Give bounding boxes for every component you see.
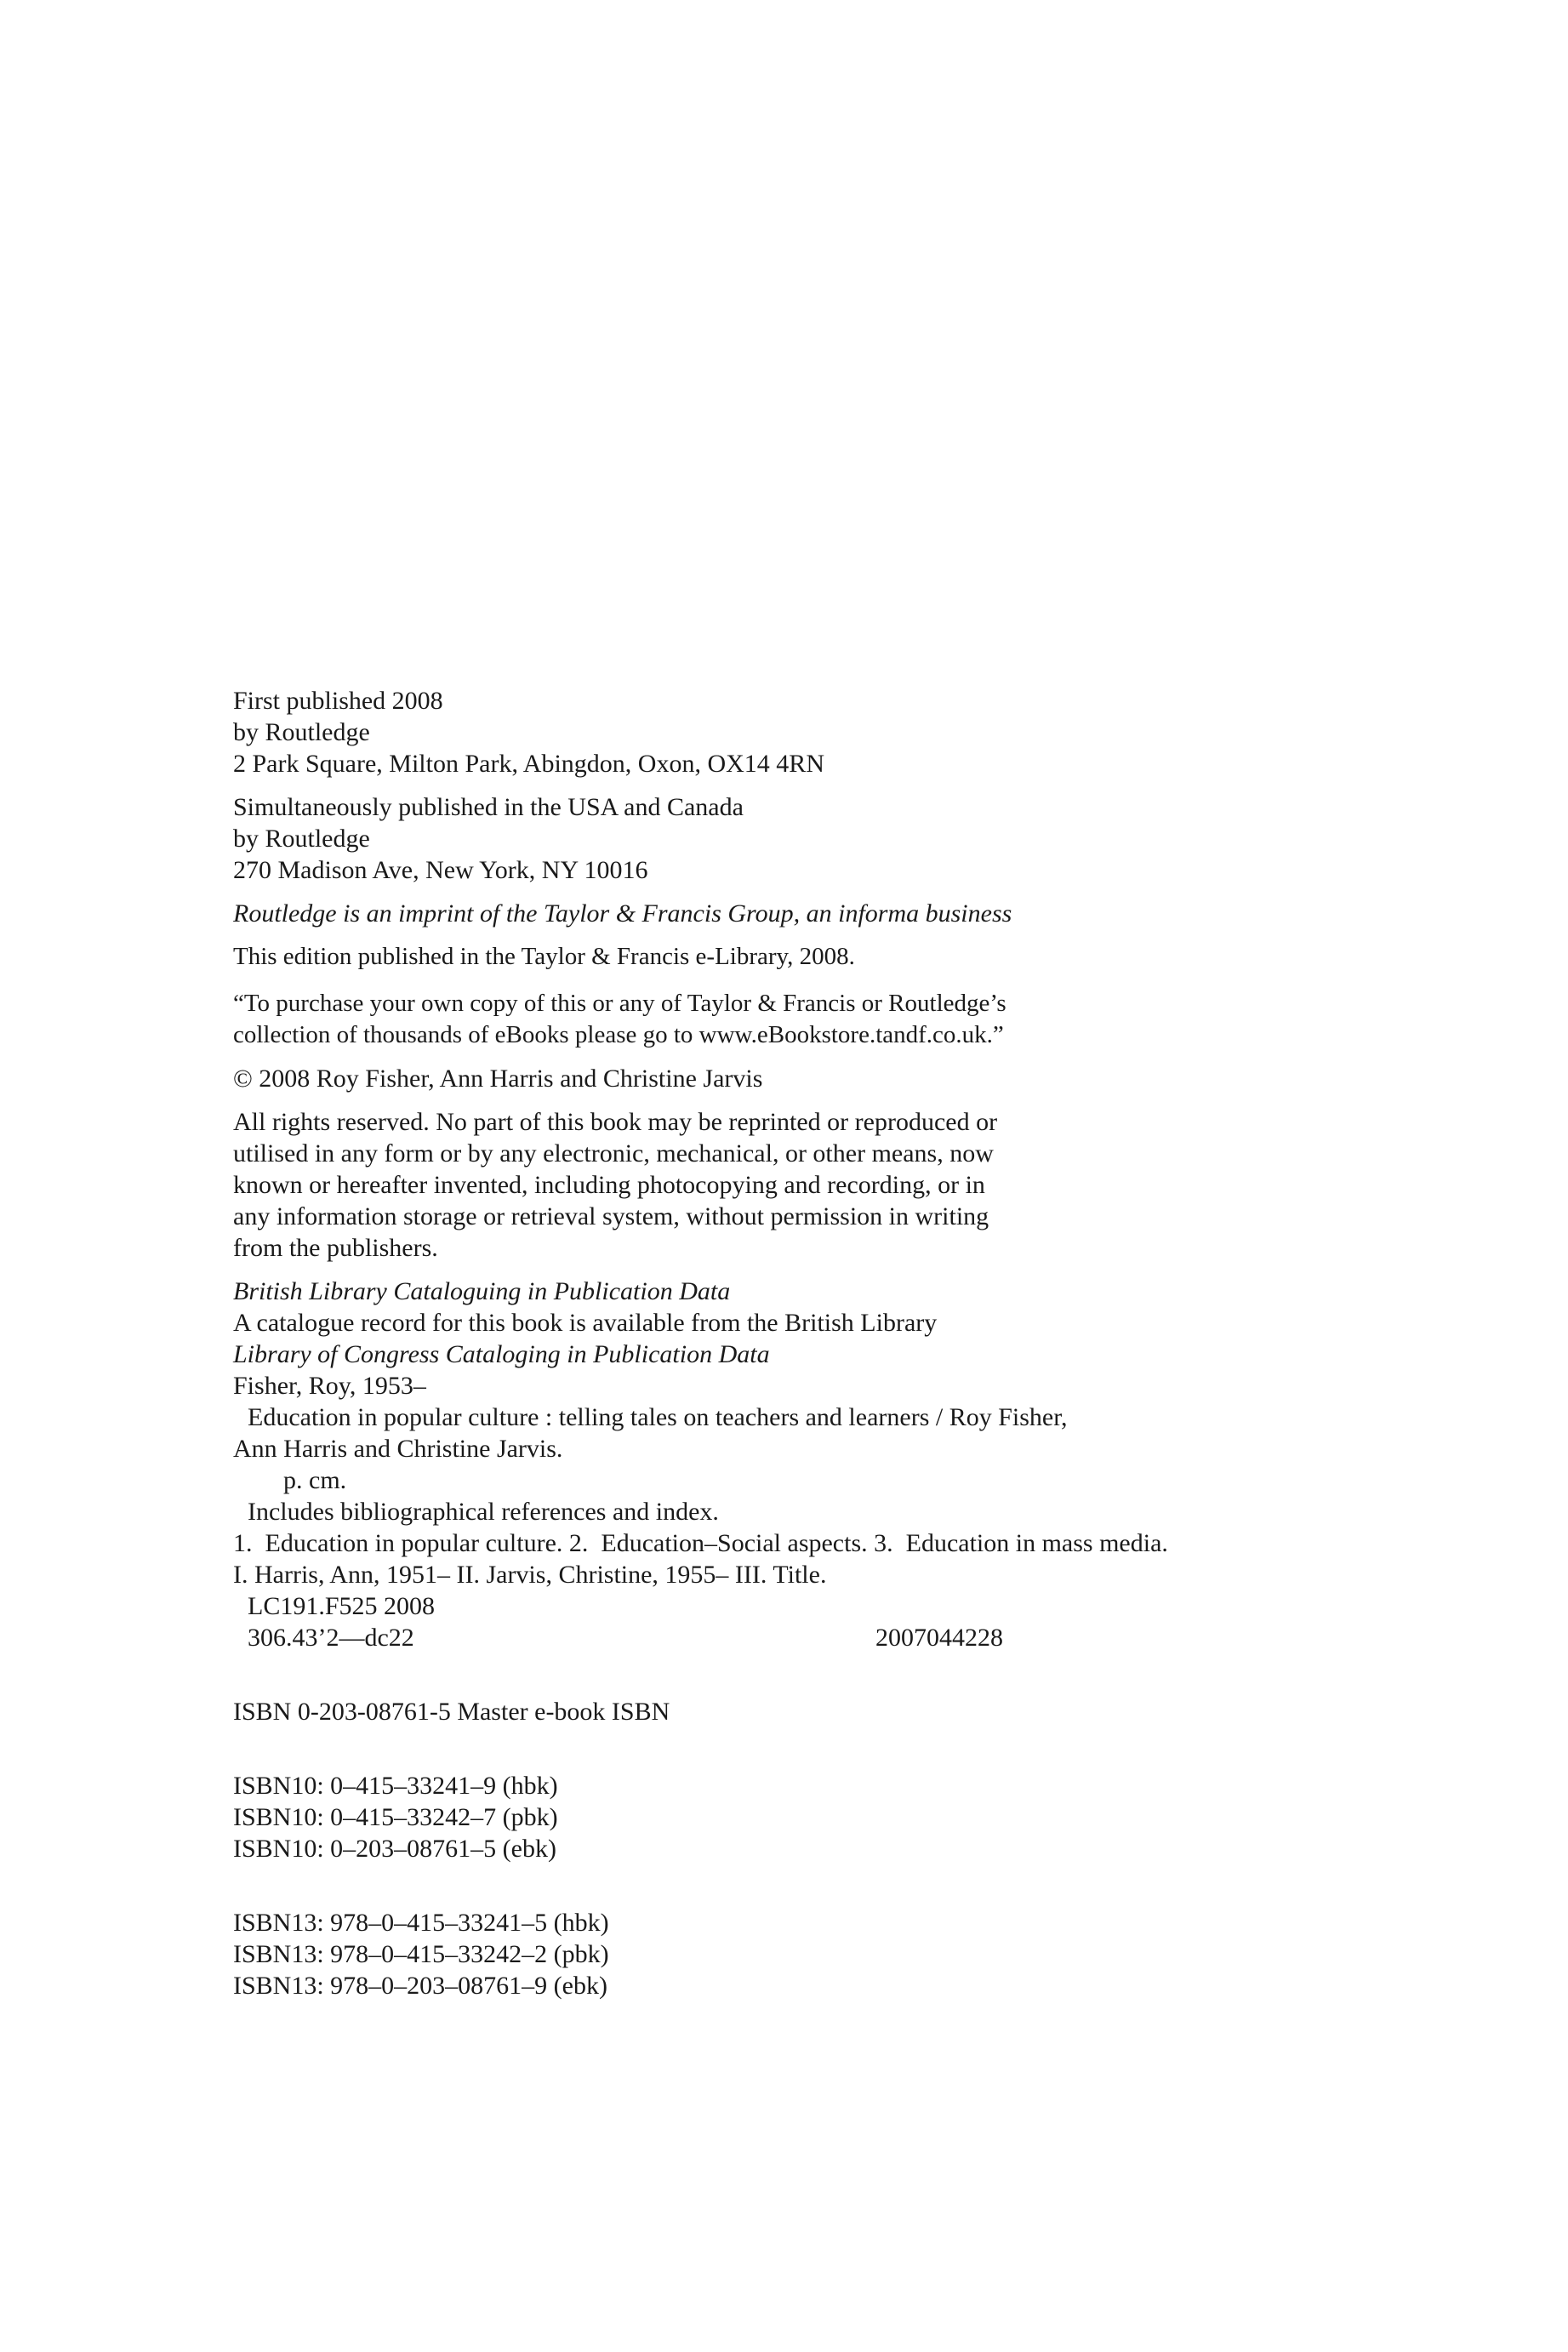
purchase-note <box>233 988 1339 1051</box>
cip-lccn: 2007044228 <box>875 1624 1003 1652</box>
isbn13-line: ISBN13: 978–0–415–33241–5 (hbk) <box>233 1909 609 1937</box>
rights-line: known or hereafter invented, including photocopying and recording, or in <box>233 1171 985 1199</box>
purchase-note-line: collection of thousands of eBooks please go to www.eBookstore.tandf.co.uk.” <box>233 1021 1004 1048</box>
isbn13-list <box>233 1907 1339 2001</box>
isbn10-line: ISBN10: 0–415–33241–9 (hbk) <box>233 1772 558 1800</box>
bl-cip-heading: British Library Cataloguing in Publication Data <box>233 1277 731 1305</box>
isbn13-line: ISBN13: 978–0–203–08761–9 (ebk) <box>233 1972 607 2000</box>
isbn13-line: ISBN13: 978–0–415–33242–2 (pbk) <box>233 1940 609 1968</box>
cip-added-entries: I. Harris, Ann, 1951– II. Jarvis, Christine, 1955– III. Title. <box>233 1561 827 1589</box>
cip-block <box>233 1276 1339 1653</box>
isbn10-list <box>233 1770 1339 1864</box>
rights-line: from the publishers. <box>233 1234 438 1262</box>
purchase-note-line: “To purchase your own copy of this or any of Taylor & Francis or Routledge’s <box>233 990 1006 1017</box>
cip-dewey: 306.43’2—dc22 <box>248 1624 414 1652</box>
cip-includes: Includes bibliographical references and index. <box>248 1498 719 1526</box>
cip-dewey-row <box>233 1622 1339 1653</box>
first-published-line: First published 2008 <box>233 687 443 715</box>
copyright-notice: © 2008 Roy Fisher, Ann Harris and Christine Jarvis <box>233 1065 763 1093</box>
cip-subjects: 1. Education in popular culture. 2. Education–Social aspects. 3. Education in mass media. <box>233 1529 1168 1557</box>
cip-author: Fisher, Roy, 1953– <box>233 1372 426 1400</box>
first-publication-block <box>233 685 1339 779</box>
imprint-note: Routledge is an imprint of the Taylor & Francis Group, an informa business <box>233 899 1012 928</box>
usa-published-line: Simultaneously published in the USA and Canada <box>233 793 744 821</box>
cip-title-line: Education in popular culture : telling tales on teachers and learners / Roy Fisher, <box>248 1403 1068 1431</box>
cip-title-line: Ann Harris and Christine Jarvis. <box>233 1435 563 1463</box>
ebook-edition-note: This edition published in the Taylor & Francis e-Library, 2008. <box>233 943 855 970</box>
usa-publisher-line: by Routledge <box>233 825 370 853</box>
publisher-address-uk: 2 Park Square, Milton Park, Abingdon, Oxon, OX14 4RN <box>233 750 824 778</box>
isbn10-line: ISBN10: 0–415–33242–7 (pbk) <box>233 1803 558 1831</box>
rights-statement <box>233 1106 1339 1264</box>
isbn10-line: ISBN10: 0–203–08761–5 (ebk) <box>233 1835 556 1863</box>
loc-cip-heading: Library of Congress Cataloging in Publication Data <box>233 1340 770 1368</box>
copyright-page <box>233 685 1339 2001</box>
usa-publication-block <box>233 791 1339 886</box>
publisher-address-usa: 270 Madison Ave, New York, NY 10016 <box>233 856 648 884</box>
rights-line: utilised in any form or by any electronic, mechanical, or other means, now <box>233 1139 994 1167</box>
rights-line: any information storage or retrieval system, without permission in writing <box>233 1202 989 1230</box>
rights-line: All rights reserved. No part of this book may be reprinted or reproduced or <box>233 1108 998 1136</box>
publisher-line: by Routledge <box>233 718 370 746</box>
isbn-master: ISBN 0-203-08761-5 Master e-book ISBN <box>233 1698 670 1726</box>
cip-lc-class: LC191.F525 2008 <box>248 1592 436 1620</box>
cip-pcm: p. cm. <box>283 1466 347 1494</box>
bl-cip-text: A catalogue record for this book is available from the British Library <box>233 1309 938 1337</box>
